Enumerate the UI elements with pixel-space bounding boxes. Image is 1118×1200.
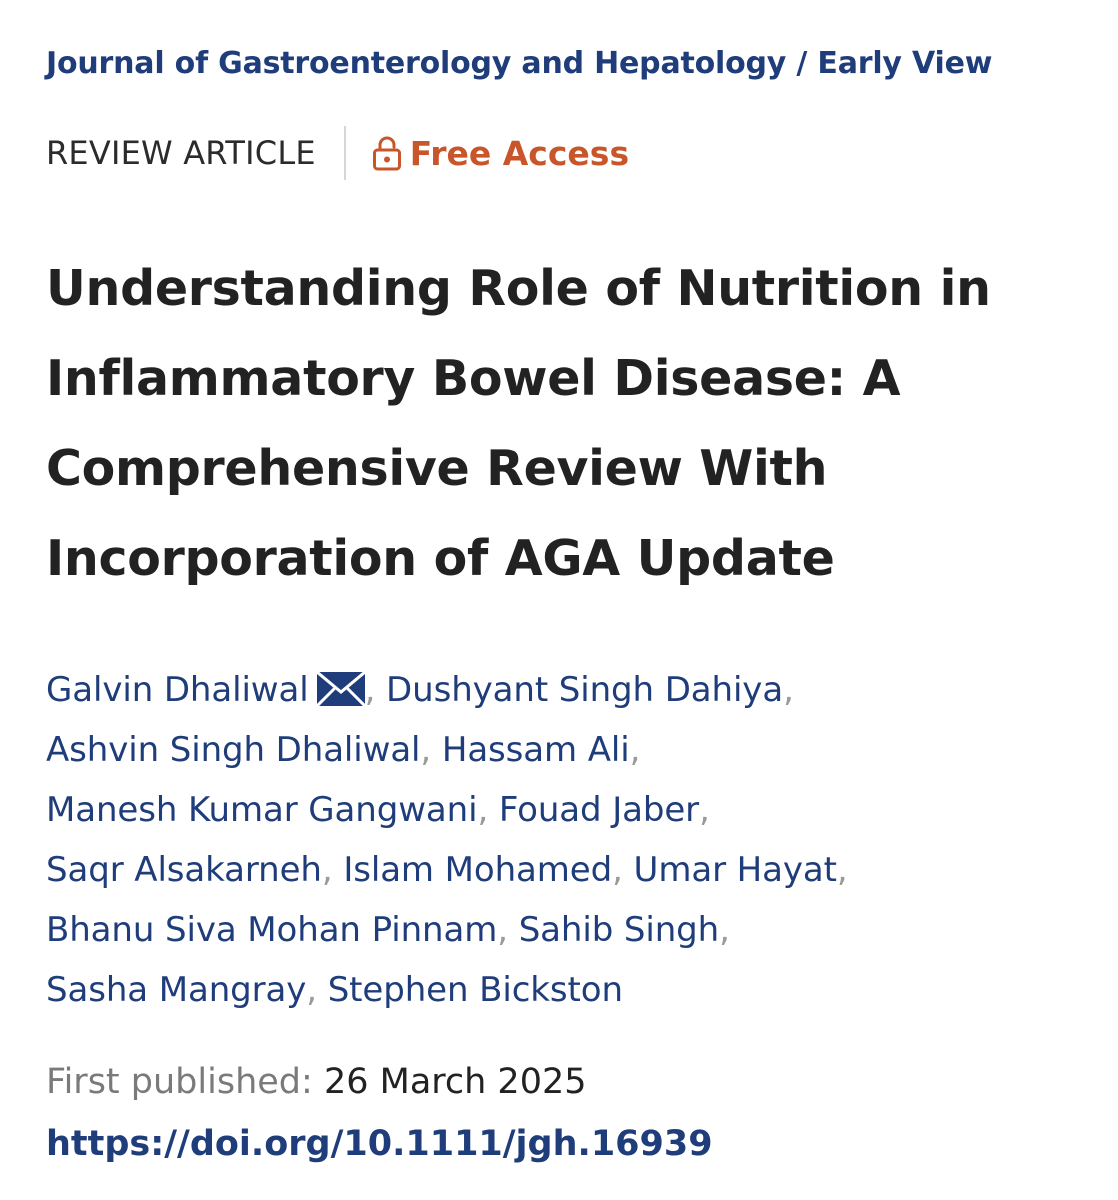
author-link[interactable]: Manesh Kumar Gangwani xyxy=(46,790,478,830)
article-type-label: REVIEW ARTICLE xyxy=(46,134,316,172)
author-link[interactable]: Ashvin Singh Dhaliwal xyxy=(46,730,421,770)
article-title-line: Comprehensive Review With xyxy=(46,440,828,497)
article-title-line: Incorporation of AGA Update xyxy=(46,530,835,587)
first-published-date: 26 March 2025 xyxy=(323,1062,587,1102)
author-link[interactable]: Stephen Bickston xyxy=(327,970,623,1010)
mail-icon[interactable] xyxy=(317,665,365,699)
author-link[interactable]: Sahib Singh xyxy=(518,910,720,950)
author-link[interactable]: Galvin Dhaliwal xyxy=(46,670,309,710)
free-access-badge xyxy=(372,134,629,173)
author-separator: , xyxy=(420,730,432,770)
meta-divider xyxy=(344,126,346,180)
breadcrumb xyxy=(46,46,992,81)
article-header xyxy=(46,0,1086,1200)
breadcrumb-journal-link[interactable]: Journal of Gastroenterology and Hepatology xyxy=(46,46,787,81)
first-published-label: First published: xyxy=(46,1062,313,1102)
author-separator: , xyxy=(783,670,794,710)
author-link[interactable]: Islam Mohamed xyxy=(343,850,613,890)
author-link[interactable]: Fouad Jaber xyxy=(498,790,700,830)
author-line xyxy=(46,960,1086,1020)
lock-open-icon xyxy=(372,135,402,171)
author-link[interactable]: Hassam Ali xyxy=(441,730,630,770)
first-published xyxy=(46,1062,587,1102)
author-line xyxy=(46,660,1086,720)
author-link[interactable]: Saqr Alsakarneh xyxy=(46,850,322,890)
author-line xyxy=(46,720,1086,780)
doi-link[interactable]: https://doi.org/10.1111/jgh.16939 xyxy=(46,1124,713,1164)
article-title-line: Understanding Role of Nutrition in xyxy=(46,260,991,317)
article-title xyxy=(46,244,1086,604)
author-separator: , xyxy=(364,670,376,710)
author-separator: , xyxy=(836,850,848,890)
author-link[interactable]: Umar Hayat xyxy=(633,850,837,890)
author-link[interactable]: Dushyant Singh Dahiya xyxy=(386,670,784,710)
author-separator: , xyxy=(699,790,710,830)
author-separator: , xyxy=(629,730,641,770)
breadcrumb-section-link[interactable]: Early View xyxy=(817,46,993,81)
author-link[interactable]: Bhanu Siva Mohan Pinnam xyxy=(46,910,498,950)
author-line xyxy=(46,900,1086,960)
author-list xyxy=(46,660,1086,1020)
author-link[interactable]: Sasha Mangray xyxy=(46,970,307,1010)
author-separator: , xyxy=(321,850,333,890)
author-separator: , xyxy=(497,910,508,950)
free-access-label: Free Access xyxy=(409,133,630,173)
author-separator: , xyxy=(612,850,623,890)
author-line xyxy=(46,840,1086,900)
author-separator: , xyxy=(306,970,317,1010)
breadcrumb-separator: / xyxy=(786,46,818,81)
article-title-line: Inflammatory Bowel Disease: A xyxy=(46,350,901,407)
author-line xyxy=(46,780,1086,840)
article-meta-row xyxy=(46,126,629,180)
author-separator: , xyxy=(719,910,730,950)
author-separator: , xyxy=(477,790,489,830)
